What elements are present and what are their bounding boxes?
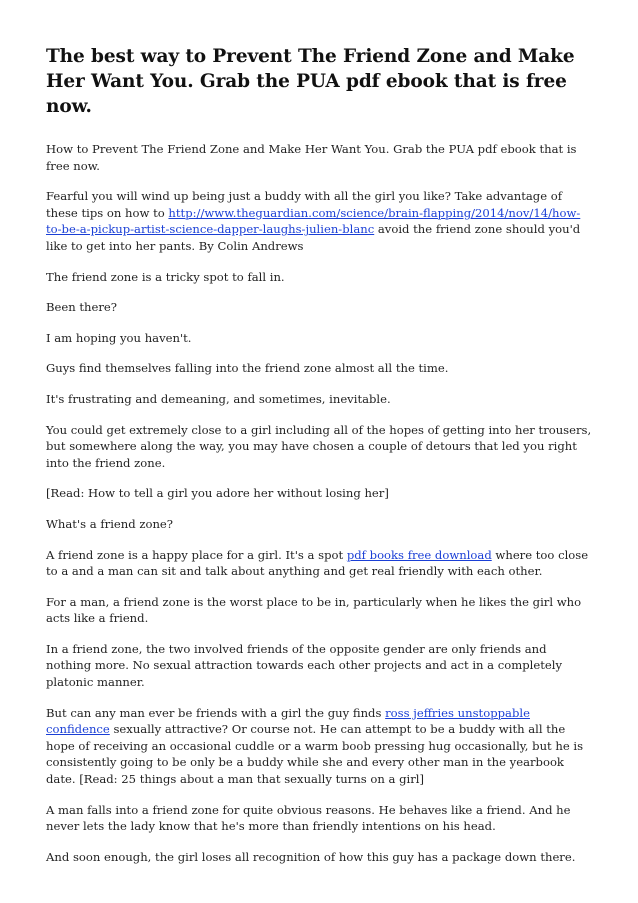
paragraph-guys-falling: Guys find themselves falling into the friend zone almost all the time. <box>46 361 449 376</box>
paragraph-text: avoid the friend zone should you'd like to get into her pants. By Colin Andrews <box>46 222 581 253</box>
paragraph-soon-enough: And soon enough, the girl loses all recognition of how this guy has a package down there. <box>46 849 576 864</box>
ross-jeffries-link[interactable]: ross jeffries unstoppable confidence <box>46 705 530 737</box>
paragraph-fearful <box>46 188 594 254</box>
paragraph-text: Fearful you will wind up being just a buddy with all the girl you like? Take advantage of these tips on how to <box>46 189 563 220</box>
page-title: The best way to Prevent The Friend Zone and Make Her Want You. Grab the PUA pdf ebook that is free now. <box>46 46 575 117</box>
paragraph-text: A friend zone is a happy place for a girl. It's a spot <box>46 547 347 562</box>
paragraph-hoping: I am hoping you haven't. <box>46 330 192 345</box>
guardian-link[interactable]: http://www.theguardian.com/science/brain-flapping/2014/nov/14/how-to-be-a-pickup-artist-science-dapper-laughs-julien-blanc <box>46 205 581 237</box>
paragraph-read-adore: [Read: How to tell a girl you adore her without losing her] <box>46 486 389 501</box>
paragraph-text: where too close to a and a man can sit and talk about anything and get real friendly with each other. <box>46 547 589 579</box>
paragraph-opposite-gender: In a friend zone, the two involved friends of the opposite gender are only friends and nothing more. No sexual attraction towards each other projects and act in a completely platonic manner. <box>46 641 563 690</box>
paragraph-what-is: What's a friend zone? <box>46 516 173 531</box>
paragraph-obvious-reasons: A man falls into a friend zone for quite obvious reasons. He behaves like a friend. And he never lets the lady know that he's more than friendly intentions on his head. <box>46 802 571 834</box>
pdf-books-link[interactable]: pdf books free download <box>346 547 492 562</box>
document-page <box>46 44 594 879</box>
paragraph-text: But can any man ever be friends with a girl the guy finds <box>46 705 386 720</box>
paragraph-happy-place <box>46 547 594 580</box>
paragraph-worst-place: For a man, a friend zone is the worst place to be in, particularly when he likes the girl who acts like a friend. <box>46 594 582 626</box>
paragraph-text: sexually attractive? Or course not. He can attempt to be a buddy with all the hope of receiving an occasional cuddle or a warm boob pressing hug occasionally, but he is consistently going to be only be a buddy while she and every other man in the yearbook date. [Read: 25 things about a man that sexually turns on a girl] <box>46 722 584 787</box>
paragraph-extremely-close: You could get extremely close to a girl including all of the hopes of getting into her trousers, but somewhere along the way, you may have chosen a couple of detours that led you right into the friend zone. <box>46 422 592 470</box>
paragraph-intro: How to Prevent The Friend Zone and Make Her Want You. Grab the PUA pdf ebook that is free now. <box>46 142 577 173</box>
paragraph-any-man <box>46 705 594 788</box>
paragraph-tricky-spot: The friend zone is a tricky spot to fall in. <box>46 269 285 284</box>
paragraph-been-there: Been there? <box>46 300 118 315</box>
paragraph-frustrating: It's frustrating and demeaning, and sometimes, inevitable. <box>46 391 391 406</box>
